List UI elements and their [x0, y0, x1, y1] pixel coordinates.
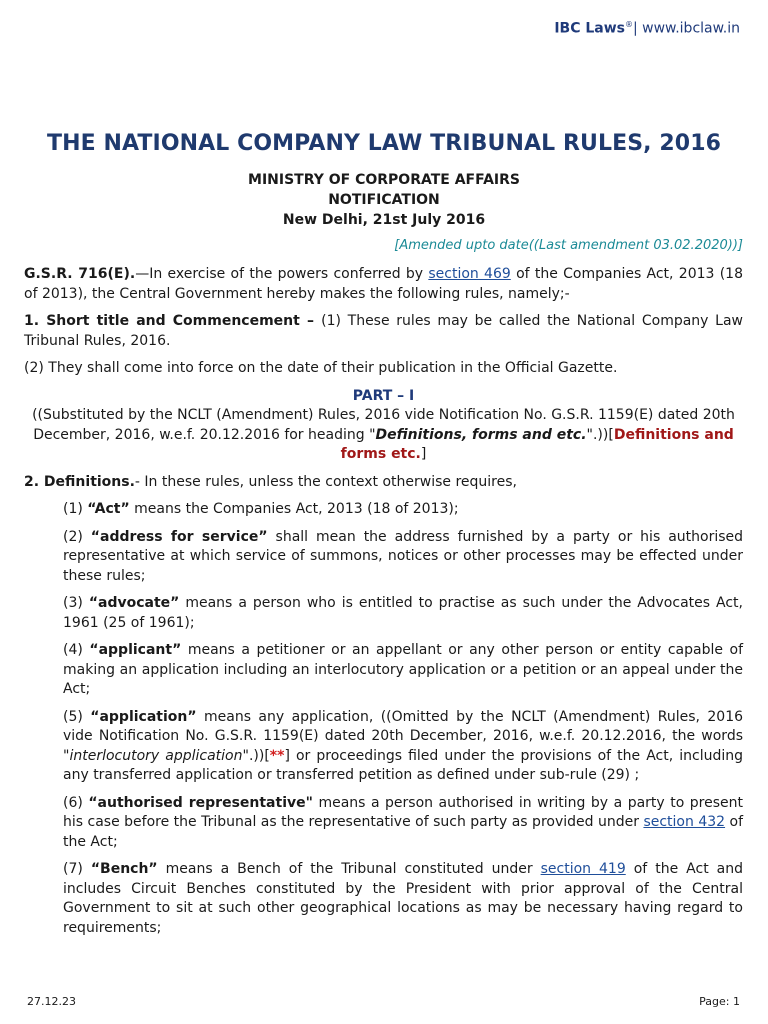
part-old-heading: Definitions, forms and etc. — [375, 426, 587, 443]
gsr-paragraph — [24, 265, 743, 304]
definition-text: shall mean the address furnished by a party or his authorised representative at which service of summons, notices or other processes may be effected under these rules; — [63, 528, 744, 584]
brand-name: IBC Laws — [554, 20, 625, 37]
definition-term: “advocate” — [88, 595, 180, 611]
definition-number: (4) — [63, 642, 90, 658]
document-body — [24, 265, 743, 946]
footer-date: 27.12.23 — [27, 995, 76, 1008]
definition-7 — [24, 860, 743, 938]
rule-2-intro: - In these rules, unless the context otherwise requires, — [134, 473, 517, 490]
definition-text: means a Bench of the Tribunal constituted under — [157, 861, 541, 877]
rule-1-text: (1) These rules may be called the National Company Law Tribunal Rules, 2016. — [24, 313, 743, 349]
definition-text: means the Companies Act, 2013 (18 of 2013); — [129, 501, 459, 517]
definition-text: means a person who is entitled to practise as such under the Advocates Act, 1961 (25 of 1961); — [63, 595, 743, 631]
definition-term: “address for service” — [90, 528, 268, 545]
definition-number: (1) — [63, 501, 88, 517]
gsr-text: —In exercise of the powers conferred by — [135, 266, 429, 282]
section-419-link[interactable]: section 419 — [540, 861, 626, 877]
section-432-link[interactable]: section 432 — [643, 814, 726, 830]
definition-6 — [24, 794, 743, 853]
gsr-text-cont: of the Companies Act, 2013 (18 of 2013), the Central Government hereby makes the following rules, namely;- — [24, 266, 743, 302]
rule-1-sub-2: (2) They shall come into force on the date of their publication in the Official Gazette. — [24, 360, 618, 376]
definition-term: “Act” — [87, 501, 130, 517]
definition-5 — [24, 708, 743, 786]
definition-number: (6) — [63, 794, 89, 811]
definition-1 — [24, 500, 743, 520]
part-note — [24, 406, 743, 465]
definition-text-b: of the Act; — [63, 814, 743, 850]
definition-4 — [24, 641, 743, 700]
definition-term: “application” — [90, 708, 197, 725]
definition-2 — [24, 528, 743, 587]
definition-term: “applicant” — [89, 642, 182, 658]
definition-term: “Bench” — [90, 861, 158, 877]
part-note-text-c: ] — [420, 446, 427, 462]
rule-1-heading: 1. Short title and Commencement – — [24, 313, 322, 329]
gsr-reference: G.S.R. 716(E). — [24, 266, 136, 282]
site-header — [554, 20, 740, 37]
definition-number: (3) — [63, 595, 89, 611]
header-separator: | — [632, 20, 643, 37]
definition-text-c: ] or proceedings filed under the provisions of the Act, including any transferred application or transferred petition as defined under sub-rule (29) ; — [63, 747, 743, 783]
subheading-block — [0, 170, 768, 230]
definition-text: means a petitioner or an appellant or any other person or entity capable of making an application including an interlocutory application or a petition or an appeal under the Act; — [63, 642, 744, 697]
ministry-line: MINISTRY OF CORPORATE AFFAIRS — [248, 172, 520, 188]
part-note-text-b: ".))[ — [586, 426, 614, 443]
notification-line: NOTIFICATION — [328, 192, 440, 208]
definition-number: (7) — [63, 861, 91, 877]
definition-text-b: of the Act and includes Circuit Benches constituted by the President with prior approval of the Central Government to sit at such other geographical locations as may be necessary having regard to requirements; — [63, 861, 744, 936]
omitted-words: interlocutory application — [69, 747, 243, 764]
definition-text: means any application, ((Omitted by the NCLT (Amendment) Rules, 2016 vide Notification No. G.S.R. 1159(E) dated 20th December, 2016, w.e.f. 20.12.2016, the words " — [63, 708, 744, 764]
registered-mark: ® — [624, 20, 633, 29]
definition-text: means a person authorised in writing by a party to present his case before the Tribunal as the representative of such party as provided under — [63, 794, 744, 830]
omission-marker: ** — [269, 747, 285, 764]
page-number: Page: 1 — [699, 995, 740, 1008]
definition-number: (2) — [63, 528, 91, 545]
part-label: PART – I — [352, 387, 415, 404]
place-date-line: New Delhi, 21st July 2016 — [282, 212, 486, 228]
part-note-text: ((Substituted by the NCLT (Amendment) Rules, 2016 vide Notification No. G.S.R. 1159(E) dated 20th December, 2016, w.e.f. 20.12.2016 for heading " — [32, 407, 735, 443]
definition-3 — [24, 594, 743, 633]
section-469-link[interactable]: section 469 — [428, 266, 511, 282]
definition-number: (5) — [63, 708, 91, 725]
amended-note: [Amended upto date((Last amendment 03.02.2020))] — [394, 238, 743, 253]
rule-2-paragraph — [24, 473, 743, 493]
definition-term: “authorised representative" — [88, 794, 313, 811]
rule-1-paragraph — [24, 312, 743, 351]
part-new-heading: Definitions and forms etc. — [340, 426, 734, 462]
rule-2-heading: 2. Definitions. — [24, 473, 135, 490]
document-title: THE NATIONAL COMPANY LAW TRIBUNAL RULES, 2016 — [46, 131, 722, 156]
site-link[interactable]: www.ibclaw.in — [642, 20, 740, 37]
definition-text-b: ".))[ — [242, 747, 270, 764]
